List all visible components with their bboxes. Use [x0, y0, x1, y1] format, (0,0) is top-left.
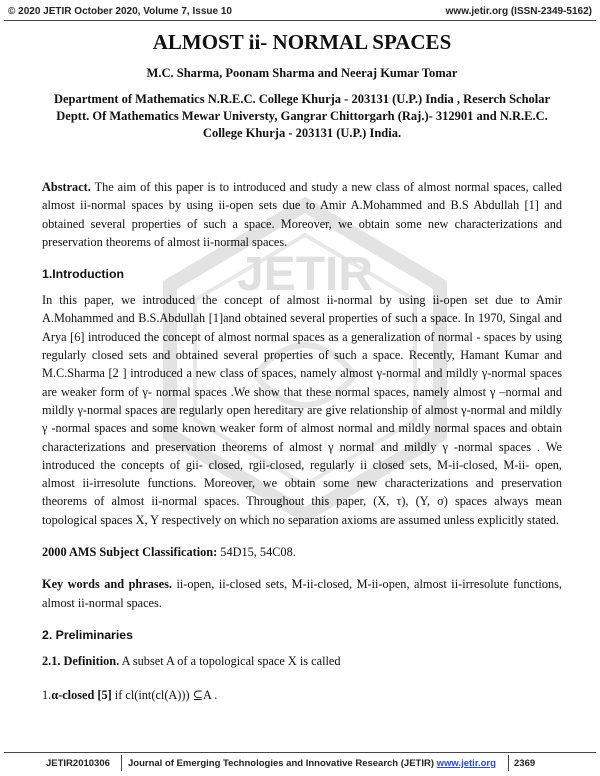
- footer-website-link[interactable]: www.jetir.org: [436, 758, 496, 769]
- introduction-paragraph: In this paper, we introduced the concept of almost ii-normal by using ii-open set due to Amir A.Mohammed and B.S.Abdullah [1]and obtained several properties of such a space. In 1970, Singal and Arya [6] introduced the concept of almost normal spaces as a generalization of normal - spaces by using regularly closed sets and obtained several properties of such a space. Recently, Hamant Kumar and M.C.Sharma [2 ] introduced a new class of spaces, namely almost γ-normal and mildly γ-normal spaces are weaker form of γ- normal spaces .We show that these normal spaces, namely almost γ –normal and mildly γ-normal spaces are regularly open hereditary are give relationship of almost γ-normal and mildly γ -normal spaces and some known weaker form of almost normal and mildly normal spaces and obtain characterizations and preservation theorems of almost γ normal and mildly γ -normal spaces . We introduced the concepts of gii- closed, rgii-closed, regularly ii closed sets, M-ii-closed, M-ii- open, almost ii-irresolute functions. Moreover, we obtain some new characterizations and preservation theorems of almost ii-normal spaces. Throughout this paper, (X, τ), (Y, σ) spaces always mean topological spaces X, Y respectively on which no separation axioms are assumed unless explicitly stated.: [42, 293, 562, 527]
- preliminaries-heading: [42, 628, 562, 642]
- paper-title: ALMOST ii- NORMAL SPACES: [152, 30, 452, 54]
- running-footer: [0, 752, 600, 776]
- keywords-value: ii-open, ii-closed sets, M-ii-closed, M-ii-open, almost ii-irresolute functions, almost ii-normal spaces.: [42, 577, 562, 610]
- paper-authors: M.C. Sharma, Poonam Sharma and Neeraj Kumar Tomar: [146, 66, 458, 80]
- definition-label: 2.1. Definition.: [42, 653, 120, 668]
- item-reference: [5]: [94, 688, 112, 703]
- definition-paragraph: [42, 652, 562, 670]
- paper-affiliation: Department of Mathematics N.R.E.C. College Khurja - 203131 (U.P.) India , Reserch Scholar Deptt. Of Mathematics Mewar Universty, Gangrar Chittorgarh (Raj.)- 312901 and N.R.E.C. College Khurja - 203131 (U.P.) India.: [53, 92, 551, 140]
- definition-item-1: [42, 688, 562, 703]
- header-divider: [4, 20, 596, 21]
- ams-value: 54D15, 54C08.: [217, 545, 296, 560]
- header-website: www.jetir.org (ISSN-2349-5162): [445, 6, 592, 17]
- keywords-paragraph: [42, 575, 562, 612]
- footer-separator: [121, 755, 122, 771]
- keywords-label: Key words and phrases.: [42, 577, 172, 592]
- preliminaries-number: 2.: [42, 627, 53, 642]
- footer-divider: [4, 752, 596, 753]
- footer-page-number: 2369: [514, 758, 536, 769]
- item-condition: if cl(int(cl(A))) ⊆A .: [111, 688, 218, 703]
- abstract-label: Abstract.: [42, 180, 91, 194]
- paper-body: [42, 28, 562, 703]
- ams-label: 2000 AMS Subject Classification:: [42, 545, 218, 560]
- abstract-paragraph: [42, 178, 562, 251]
- watermark-text: JETIR: [236, 248, 374, 301]
- item-term: α-closed: [51, 688, 95, 703]
- running-header: [0, 0, 600, 22]
- footer-paper-id: JETIR2010306: [46, 758, 110, 769]
- ams-classification: [42, 543, 562, 561]
- preliminaries-title: Preliminaries: [52, 627, 133, 642]
- item-number: 1.: [42, 688, 52, 703]
- footer-separator: [508, 755, 509, 771]
- abstract-text: The aim of this paper is to introduced and study a new class of almost normal spaces, called almost ii-normal spaces by using ii-open sets due to Amir A.Mohammed and B.S Abdullah [1] and obtained several properties of such a space. Moreover, we obtain some new characterizations and preservation theorems of almost ii-normal spaces.: [42, 180, 562, 249]
- introduction-heading: 1.Introduction: [42, 267, 124, 282]
- definition-text: A subset A of a topological space X is called: [119, 653, 341, 668]
- footer-journal: [128, 758, 496, 769]
- footer-journal-name: Journal of Emerging Technologies and Innovative Research (JETIR): [128, 758, 437, 769]
- header-issue-info: © 2020 JETIR October 2020, Volume 7, Issue 10: [8, 6, 232, 17]
